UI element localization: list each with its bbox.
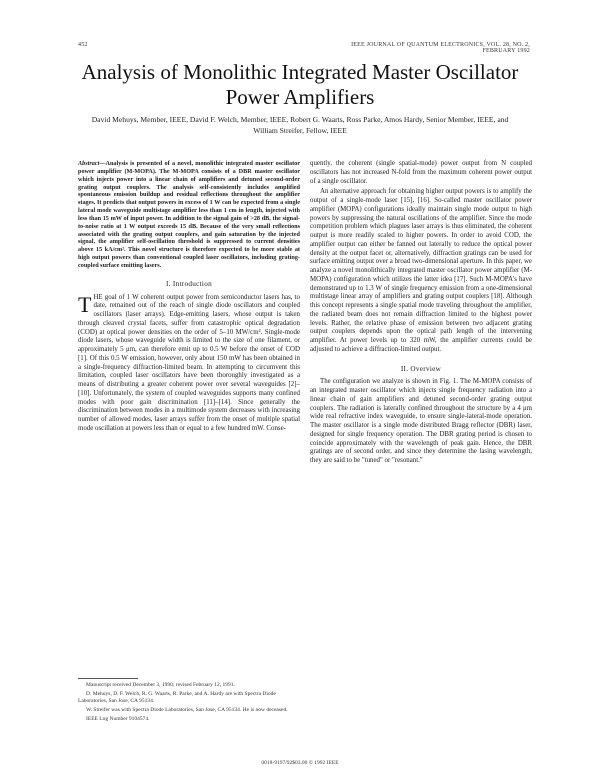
right-column [310, 160, 532, 468]
introduction-body: HE goal of 1 W coherent output power from semiconductor lasers has, to date, remained out of the reach of single diode oscillators and coupled oscillators (laser arrays). Edge-emitting lasers, whose output is taken through cleaved crystal facets, suffer from catastrophic optical degradation (COD) at optical power densities on the order of 5–10 MW/cm². Single-mode diode lasers, whose waveguide width is limited to the size of one filament, or approximately 5 μm, can therefore emit up to 0.5 W before the onset of COD [1]. Of this 0.5 W emission, however, only about 150 mW has been obtained in a single-frequency diffraction-limited beam. In attempting to circumvent this limitation, coupled laser oscillators have been thoroughly investigated as a means of distributing a greater coherent power over several waveguides [2]–[10]. Unfortunately, the system of coupled waveguides supports many confined modes with poor gain discrimination [11]–[14]. Since generally the discrimination between modes in a multimode system decreases with increasing number of allowed modes, laser arrays suffer from the onset of multiple spatial mode oscillation at powers less than or equal to a few hundred mW. Conse- [78, 293, 300, 432]
abstract-lead: Abstract [78, 160, 100, 167]
author-list: David Mehuys, Member, IEEE, David F. Welch, Member, IEEE, Robert G. Waarts, Ross Parke, Amos Hardy, Senior Member, IEEE, and William Streifer, Fellow, IEEE [91, 115, 509, 135]
abstract [78, 160, 300, 270]
section-heading-introduction: I. Introduction [165, 279, 213, 288]
footnote [78, 678, 300, 725]
paragraph: An alternative approach for obtaining higher output powers is to amplify the output of a single-mode laser [15], [16]. So-called master oscillator power amplifier (MOPA) configurations ideally maintain single mode output to high powers by suppressing the natural oscillations of the amplifier. Since the mode competition problem which plagues laser arrays is thus eliminated, the coherent output is more readily scaled to higher powers. In order to avoid COD, the amplifier output can either be fanned out laterally to reduce the optical power density at the output facet or, alternatively, diffraction gratings can be used for surface emitting output over a broad two-dimensional aperture. In this paper, we analyze a novel monolithically integrated master oscillator power amplifier (M-MOPA) configuration which utilizes the latter idea [17]. Such M-MOPA's have demonstrated up to 1.3 W of single frequency emission from a one-dimensional multistage linear array of amplifiers and grating output couplers [18]. Although this concept represents a single spatial mode traveling throughout the amplifier, the radiated beam does not remain diffraction limited to the highest power levels. Rather, the relative phase of emission between two adjacent grating output couplers depends upon the optical path length of the intervening amplifier. At power levels up to 320 mW, the amplifier currents could be adjusted to achieve a diffraction-limited output. [310, 188, 532, 353]
page-number: 452 [78, 42, 88, 48]
footnote-line: D. Mehuys, D. F. Welch, R. G. Waarts, R. Parke, and A. Hardy are with Spectra Diode Laboratories, San Jose, CA 95134. [78, 691, 276, 704]
section-heading-overview: II. Overview [400, 364, 442, 373]
paper-title: Analysis of Monolithic Integrated Master Oscillator Power Amplifiers [81, 60, 519, 109]
footnote-line: IEEE Log Number 9104574. [86, 716, 150, 722]
footnote-rule [78, 678, 138, 679]
footnote-line: W. Streifer was with Spectra Diode Laboratories, San Jose, CA 95134. He is now deceased. [86, 707, 288, 713]
abstract-body: —Analysis is presented of a novel, monolithic integrated master oscillator power amplifier (M-MOPA). The M-MOPA consists of a DBR master oscillator which injects power into a linear chain of amplifiers and detuned second-order grating output couplers. The analysis self-consistently includes amplified spontaneous emission buildup and residual reflections throughout the amplifier stages. It predicts that output powers in excess of 1 W can be expected from a single lateral mode waveguide multistage amplifier less than 1 cm in length, injected with less than 15 mW of input power. In addition to the signal gain of >28 dB, the signal-to-noise ratio at 1 W output exceeds 15 dB. Because of the very small reflections associated with the grating output couplers, and gain saturation by the injected signal, the amplifier self-oscillation threshold is suppressed to current densities above 15 kA/cm². This novel structure is therefore expected to be more stable at high output powers than conventional coupled laser oscillators, including grating-coupled surface emitting lasers. [78, 160, 300, 269]
left-column [78, 160, 300, 436]
footnote-line: Manuscript received December 3, 1990; revised February 12, 1991. [86, 682, 235, 688]
paragraph: quently, the coherent (single spatial-mode) power output from N coupled oscillators has not increased N-fold from the maximum coherent power output of a single oscillator. [310, 160, 532, 185]
drop-cap: T [78, 291, 92, 317]
running-header: IEEE JOURNAL OF QUANTUM ELECTRONICS, VOL. 28, NO. 2, FEBRUARY 1992 [351, 42, 530, 54]
copyright-line: 0018-9197/92$03.00 © 1992 IEEE [261, 760, 339, 766]
paragraph: The configuration we analyze is shown in Fig. 1. The M-MOPA consists of an integrated master oscillator which injects single frequency radiation into a linear chain of gain amplifiers and detuned second-order grating output couplers. The radiation is laterally confined throughout the structure by a 4 μm wide real refractive index waveguide, to ensure single-lateral-mode operation. The master oscillator is a single mode distributed Bragg reflector (DBR) laser, designed for single frequency operation. The DBR grating period is chosen to coincide approximately with the wavelength of peak gain. Hence, the DBR gratings are of second order, and since they determine the lasing wavelength, they are said to be "tuned" or "resonant." [310, 378, 532, 464]
introduction-paragraph [78, 291, 300, 434]
